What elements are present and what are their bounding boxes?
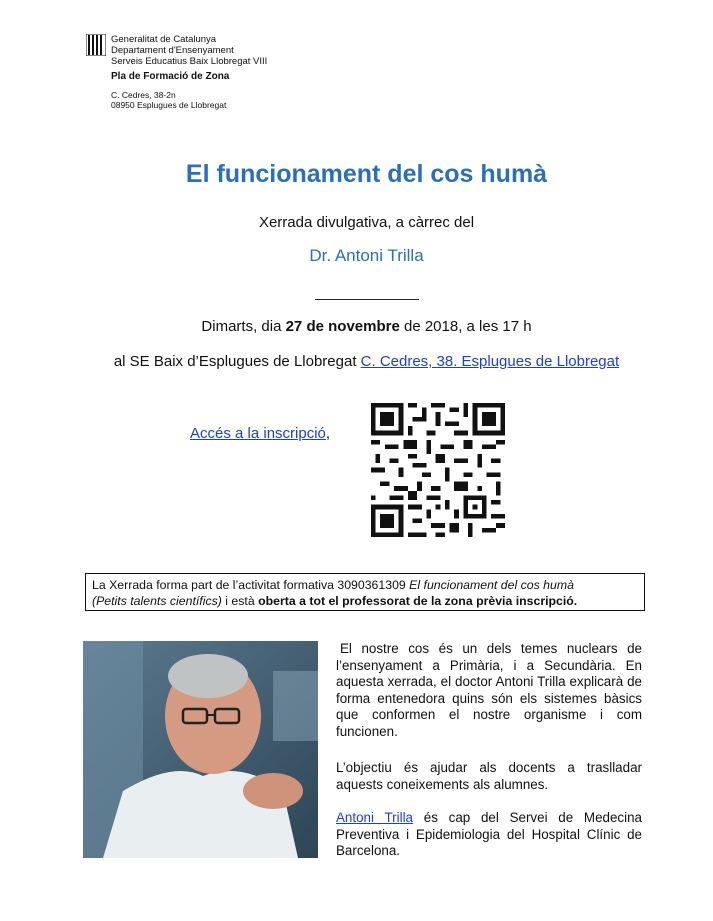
event-place [0, 353, 713, 370]
speaker-link[interactable]: Antoni Trilla [336, 810, 413, 825]
description-paragraph-2: L’objectiu és ajudar als docents a traslladar aquests coneixements als alumnes. [336, 760, 642, 792]
letterhead-line1: Generalitat de Catalunya [111, 34, 217, 45]
date-prefix: Dimarts, dia [201, 318, 286, 335]
letterhead-line4: Pla de Formació de Zona [111, 71, 230, 82]
place-prefix: al SE Baix d’Esplugues de Llobregat [113, 353, 361, 370]
description-paragraph-1: El nostre cos és un dels temes nuclears de l’ensenyament a Primària, i a Secundària. En aquesta xerrada, el doctor Antoni Trilla explicarà de forma entenedora quins són els sistemes bàsics que conformen el nostre organisme i com funcionen. [336, 641, 642, 739]
qr-code-icon[interactable] [371, 403, 505, 537]
info-note [85, 573, 645, 611]
note-course-subtitle: (Petits talents científics) [92, 594, 222, 608]
speaker-name: Dr. Antoni Trilla [309, 246, 424, 265]
separator-line [315, 299, 419, 300]
letterhead-line2: Departament d'Ensenyament [111, 45, 234, 56]
registration-link[interactable]: Accés a la inscripció [190, 425, 326, 442]
letterhead-line3: Serveis Educatius Baix Llobregat VIII [111, 56, 268, 67]
date-bold: 27 de novembre [285, 318, 400, 335]
address-line2: 08950 Esplugues de Llobregat [111, 100, 227, 110]
speaker-photo [83, 641, 318, 858]
date-suffix: de 2018, a les 17 h [399, 318, 532, 335]
note-course-title: El funcionament del cos humà [409, 578, 574, 592]
event-date [0, 318, 713, 335]
speaker-bio: és cap del Servei de Medecina Preventiva i Epidemiologia del Hospital Clínic de Barcelona. [336, 810, 642, 858]
page-title: El funcionament del cos humà [185, 160, 548, 188]
address-link[interactable]: C. Cedres, 38. Esplugues de Llobregat [360, 353, 620, 370]
note-text-1: La Xerrada forma part de l’activitat formativa 3090361309 [92, 578, 410, 592]
note-text-2: i està [221, 594, 259, 608]
note-open-to-all: oberta a tot el professorat de la zona prèvia inscripció. [258, 594, 578, 608]
description-paragraph-3 [336, 810, 642, 860]
registration-suffix: , [325, 425, 331, 442]
address-line1: C. Cedres, 38-2n [111, 90, 176, 100]
registration [190, 425, 330, 442]
subtitle: Xerrada divulgativa, a càrrec del [258, 214, 475, 231]
generalitat-logo-icon [86, 34, 106, 56]
